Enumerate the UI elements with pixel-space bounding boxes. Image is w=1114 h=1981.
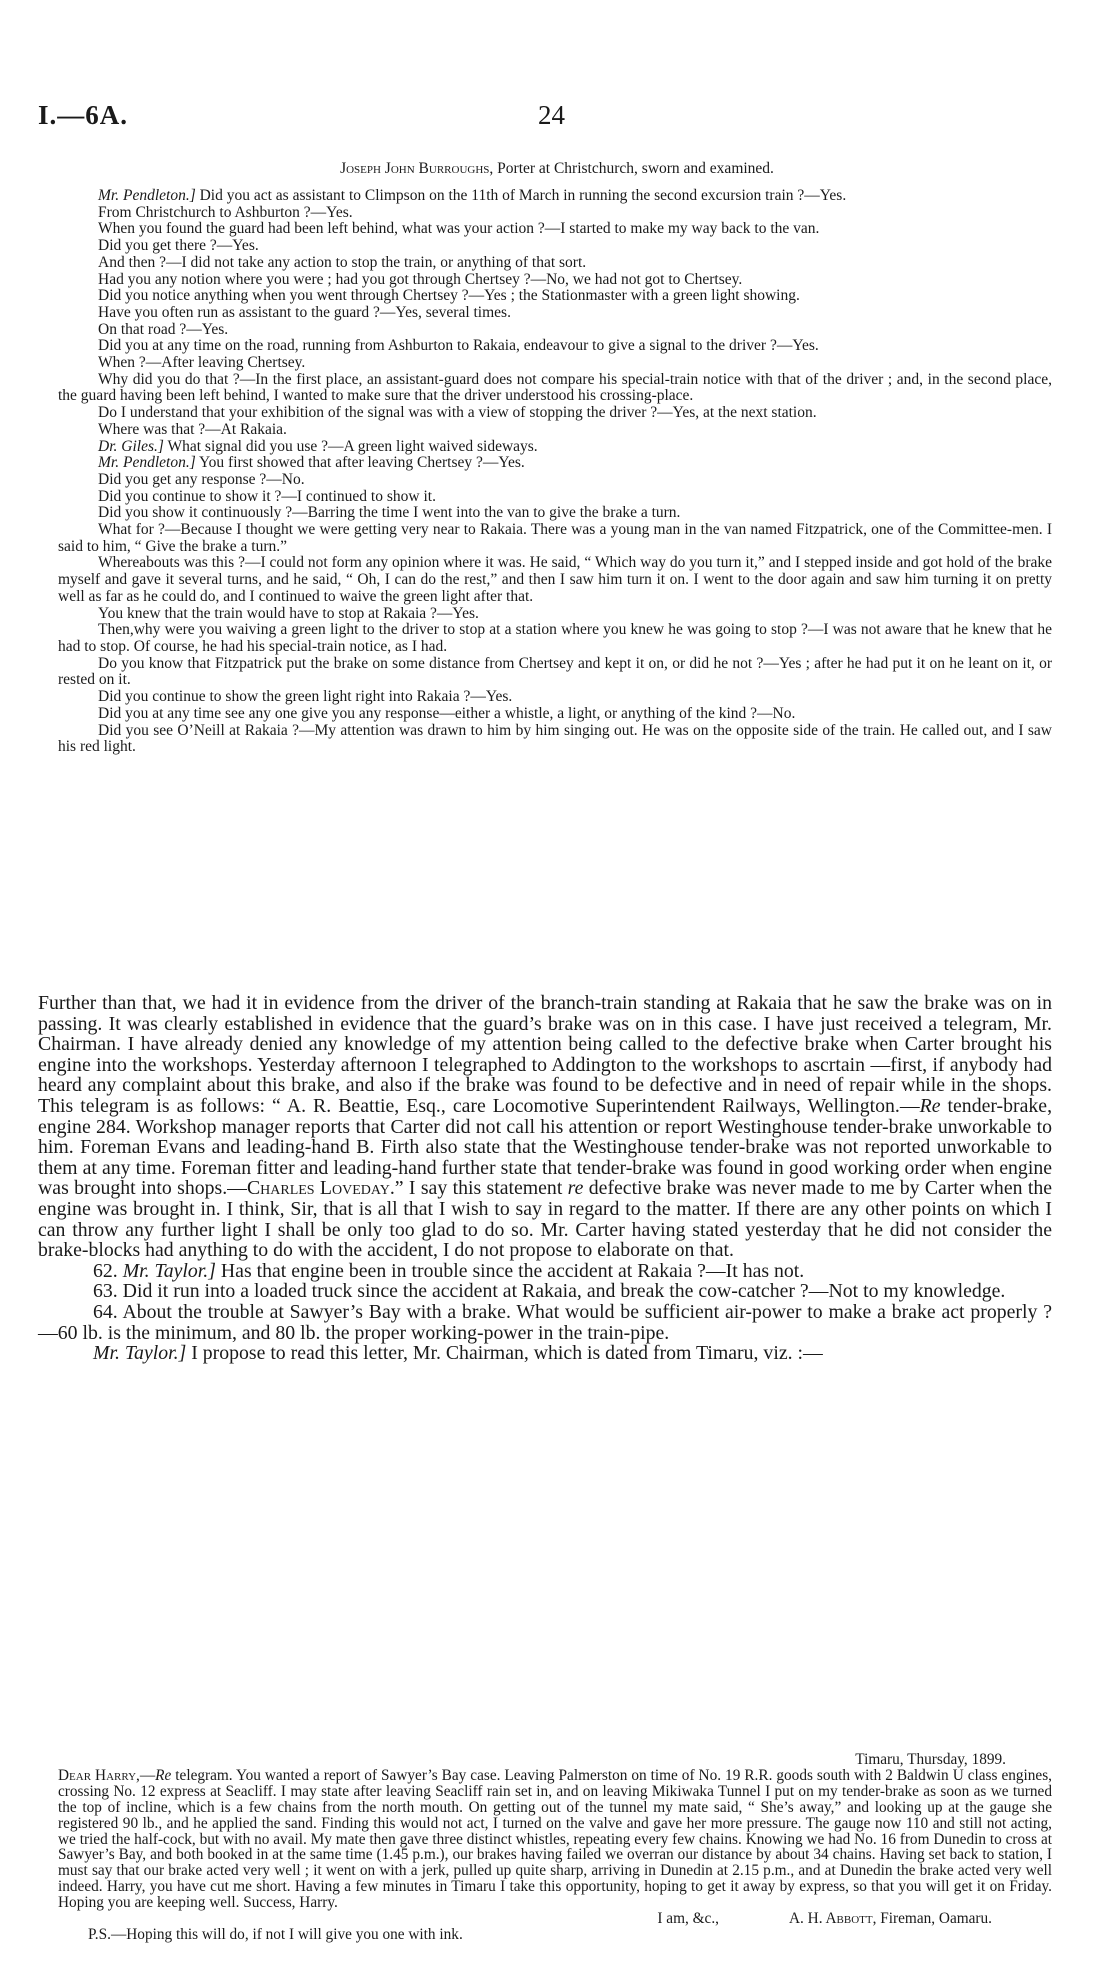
qa-paragraph: Then,why were you waiving a green light to the driver to stop at a station where you knew he was going to stop ?—I was not aware that he knew that he had to stop. Of course, he had his special-train notice, as I had. (58, 621, 1052, 655)
letter-postscript: P.S.—Hoping this will do, if not I will give you one with ink. (88, 1925, 463, 1943)
letter-salutation: Dear Harry (58, 1766, 137, 1784)
qa-paragraph: Where was that ?—At Rakaia. (98, 420, 287, 438)
quoted-letter (58, 1752, 1052, 1943)
qa-paragraph: Why did you do that ?—In the first place, an assistant-guard does not compare his special-train notice with that of the driver ; and, in the second place, the guard having been left behind, I wanted to make sure that the driver understood his crossing-place. (58, 370, 1052, 405)
telegram-signer: Charles Loveday (246, 1177, 390, 1200)
document-reference: I.—6A. (38, 100, 129, 130)
letter-signer: A. H. Abbott (788, 1910, 873, 1928)
qa-paragraph: When you found the guard had been left behind, what was your action ?—I started to make my way back to the van. (98, 220, 820, 238)
qa-paragraph: And then ?—I did not take any action to stop the train, or anything of that sort. (98, 253, 587, 271)
qa-paragraph: Dr. Giles.] What signal did you use ?—A green light waived sideways. (98, 437, 538, 455)
qa-paragraph: Mr. Pendleton.] You first showed that after leaving Chertsey ?—Yes. (98, 454, 525, 472)
letter-dateline: Timaru, Thursday, 1899. (855, 1751, 1006, 1768)
qa-paragraph: Have you often run as assistant to the guard ?—Yes, several times. (98, 303, 511, 321)
qa-paragraph: Did you get any response ?—No. (98, 470, 305, 488)
statement-paragraph: Further than that, we had it in evidence from the driver of the branch-train standing at Rakaia that he saw the brake was on in passing. It was clearly established in evidence that the guard’s brake was on in this case. I have just received a telegram, Mr. Chairman. I have already denied any knowledge of my attention being called to the defective brake when Carter brought his engine into the workshops. Yesterday afternoon I telegraphed to Addington to the workshops to ascrtain —first, if anybody had heard any complaint about this brake, and also if the brake was found to be defective and in need of repair while in the shops. This telegram is as follows: “ A. R. Beattie, Esq., care Locomotive Superintendent Railways, Wellington.—Re tender-brake, engine 284. Workshop manager reports that Carter did not call his attention or report Westinghouse tender-brake unworkable to him. Foreman Evans and leading-hand B. Firth also state that the Westinghouse tender-brake was not reported unworkable to them at any time. Foreman fitter and leading-hand further state that tender-brake was found in good working order when engine was brought into shops.—Charles Loveday.” I say this statement re defective brake was never made to me by Carter when the engine was brought in. I think, Sir, that is all that I wish to say in regard to the matter. If there are any other points on which I can throw any further light I shall be only too glad to do so. Mr. Carter having stated yesterday that he did not consider the brake-blocks had anything to do with the accident, I do not propose to elaborate on that. (38, 992, 1053, 1262)
numbered-question-64: 64. About the trouble at Sawyer’s Bay with a brake. What would be sufficient air-power to make a brake act properly ?—60 lb. is the minimum, and 80 lb. the proper working-power in the train-pipe. (38, 1300, 1052, 1344)
numbered-question-62: 62. Mr. Taylor.] Has that engine been in trouble since the accident at Rakaia ?—It has not. (93, 1259, 805, 1282)
qa-paragraph: Whereabouts was this ?—I could not form any opinion where it was. He said, “ Which way do you turn it,” and I stepped inside and got hold of the brake myself and gave it several turns, and he said, “ Oh, I can do the rest,” and then I saw him turn it on. I went to the door again and saw him turning it on pretty well as far as he could do, and I continued to waive the green light after that. (58, 554, 1052, 605)
qa-paragraph: Did you at any time see any one give you any response—either a whistle, a light, or anything of the kind ?—No. (98, 704, 796, 722)
qa-paragraph: Mr. Pendleton.] Did you act as assistant to Climpson on the 11th of March in running the second excursion train ?—Yes. (98, 187, 847, 204)
witness-description: , Porter at Christchurch, sworn and examined. (489, 160, 774, 177)
speaker-label: Mr. Pendleton.] (98, 187, 196, 204)
qa-paragraph: Did you notice anything when you went through Chertsey ?—Yes ; the Stationmaster with a green light showing. (98, 287, 800, 305)
statement-section (38, 993, 1052, 1364)
qa-paragraph: From Christchurch to Ashburton ?—Yes. (98, 203, 353, 221)
witness-heading (38, 160, 1076, 178)
qa-paragraph: Did you continue to show the green light right into Rakaia ?—Yes. (98, 688, 513, 706)
page-header (38, 100, 1076, 140)
letter-signature: I am, &c., A. H. Abbott, Fireman, Oamaru. (657, 1910, 992, 1928)
qa-paragraph: On that road ?—Yes. (98, 320, 229, 338)
qa-paragraph: Did you see O’Neill at Rakaia ?—My attention was drawn to him by him singing out. He was on the opposite side of the train. He called out, and I saw his red light. (58, 721, 1052, 756)
examination-section (58, 188, 1052, 756)
qa-paragraph: Do you know that Fitzpatrick put the brake on some distance from Chertsey and kept it on, or did he not ?—Yes ; after he had put it on he leant on it, or rested on it. (58, 654, 1052, 689)
taylor-intro: Mr. Taylor.] I propose to read this letter, Mr. Chairman, which is dated from Timaru, viz. :— (93, 1342, 823, 1365)
letter-closing: I am, &c., (657, 1910, 719, 1928)
speaker-label: Dr. Giles.] (98, 437, 164, 455)
qa-paragraph: Had you any notion where you were ; had you got through Chertsey ?—No, we had not got to Chertsey. (98, 270, 743, 288)
speaker-label: Mr. Pendleton.] (98, 454, 196, 472)
page-number: 24 (538, 100, 565, 130)
speaker-label: Mr. Taylor.] (93, 1342, 187, 1365)
qa-paragraph: Did you get there ?—Yes. (98, 237, 259, 255)
qa-paragraph: Did you show it continuously ?—Barring the time I went into the van to give the brake a turn. (98, 504, 681, 522)
qa-paragraph: What for ?—Because I thought we were getting very near to Rakaia. There was a young man in the van named Fitzpatrick, one of the Committee-men. I said to him, “ Give the brake a turn.” (58, 521, 1052, 555)
qa-paragraph: When ?—After leaving Chertsey. (98, 354, 306, 372)
letter-body: Dear Harry,—Re telegram. You wanted a report of Sawyer’s Bay case. Leaving Palmerston on time of No. 19 R.R. goods south with 2 Baldwin U class engines, crossing No. 12 express at Seacliff. I may state after leaving Seacliff rain set in, and on leaving Mikiwaka Tunnel I put on my tender-brake as soon as we turned the top of incline, which is a few chains from the north mouth. On getting out of the tunnel my mate said, “ She’s away,” and looking up at the gauge she registered 90 lb., and he applied the sand. Finding this would not act, I turned on the valve and gave her more pressure. The gauge now 110 and still not acting, we tried the half-cock, but with no avail. My mate then gave three distinct whistles, repeating every few chains. Knowing we had No. 16 from Dunedin to cross at Sawyer’s Bay, and both booked in at the same time (1.45 p.m.), our brakes having failed we overran our distance by about 34 chains. Having set back to station, I must say that our brake acted very well ; it went on with a jerk, pulled up quite sharp, arriving in Dunedin at 2.15 p.m., and at Dunedin the brake acted very well indeed. Harry, you have cut me short. Having a few minutes in Timaru I take this opportunity, hoping to get it away by express, so that you will get it on Friday. Hoping you are keeping well. Success, Harry. (58, 1766, 1052, 1912)
qa-paragraph: Did you at any time on the road, running from Ashburton to Rakaia, endeavour to give a signal to the driver ?—Yes. (98, 337, 819, 355)
witness-name: Joseph John Burroughs (340, 160, 490, 177)
speaker-label: Mr. Taylor.] (122, 1259, 216, 1282)
qa-paragraph: Do I understand that your exhibition of the signal was with a view of stopping the driver ?—Yes, at the next station. (98, 404, 817, 422)
numbered-question-63: 63. Did it run into a loaded truck since the accident at Rakaia, and break the cow-catcher ?—Not to my knowledge. (93, 1280, 1006, 1303)
qa-paragraph: You knew that the train would have to stop at Rakaia ?—Yes. (98, 604, 479, 622)
qa-paragraph: Did you continue to show it ?—I continued to show it. (98, 487, 436, 505)
